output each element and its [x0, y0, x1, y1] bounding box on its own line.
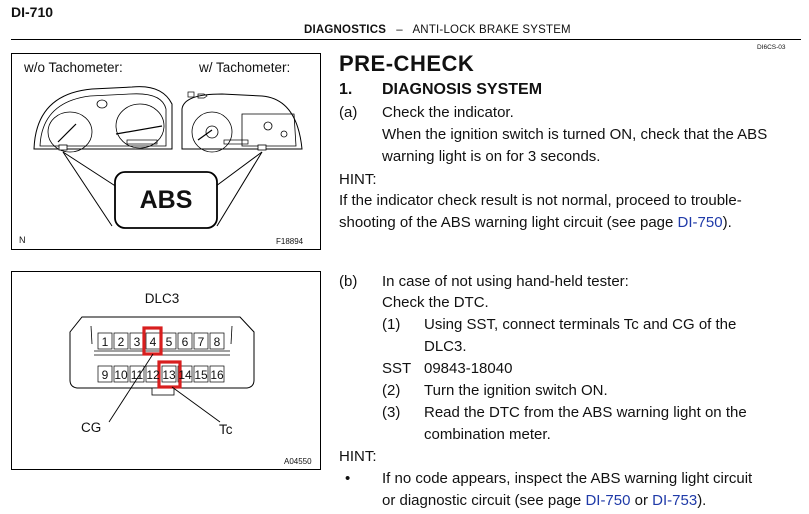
link-di-753[interactable]: DI-753 [652, 492, 698, 509]
step-b-label: (b) [339, 273, 358, 290]
hint1-line1: If the indicator check result is not normal, proceed to trouble- [339, 192, 742, 209]
cluster-drawing [12, 54, 320, 249]
step-a-label: (a) [339, 104, 358, 121]
substep-2-number: (2) [382, 382, 401, 399]
substep-1-line1: Using SST, connect terminals Tc and CG of the [424, 316, 737, 333]
page-title: PRE-CHECK [339, 51, 475, 76]
pin-label: 13 [162, 368, 176, 382]
hint1-line2: shooting of the ABS warning light circuit (see page DI-750). [339, 214, 732, 231]
label-without-tachometer: w/o Tachometer: [24, 60, 123, 75]
header-separator: – [396, 24, 403, 36]
pin-label: 14 [178, 368, 192, 382]
hint2-line1: If no code appears, inspect the ABS warning light circuit [382, 470, 753, 487]
figure-corner-mark: N [19, 235, 26, 245]
header-section: DIAGNOSTICS [304, 24, 387, 36]
hint1-label: HINT: [339, 171, 377, 188]
figure-indicator [11, 53, 321, 250]
substep-3-line1: Read the DTC from the ABS warning light on the [424, 404, 747, 421]
bullet-marker: • [345, 470, 351, 487]
sst-label: SST [382, 360, 412, 377]
sst-value: 09843-18040 [424, 360, 513, 377]
substep-1-line2: DLC3. [424, 338, 467, 355]
pin-label: 2 [117, 335, 125, 349]
pin-label: 1 [101, 335, 109, 349]
header-rule [11, 39, 801, 40]
substep-3-number: (3) [382, 404, 401, 421]
pin-label: 5 [165, 335, 173, 349]
substep-1-number: (1) [382, 316, 401, 333]
section-number: 1. [339, 81, 353, 98]
pin-label: 12 [146, 368, 160, 382]
page-number: DI-710 [11, 4, 54, 20]
label-cg-terminal: CG [81, 420, 102, 435]
pin-label: 15 [194, 368, 208, 382]
pin-label: 7 [197, 335, 205, 349]
pin-label: 3 [133, 335, 141, 349]
dlc3-title: DLC3 [144, 291, 180, 306]
step-a-line1: Check the indicator. [382, 104, 514, 121]
pin-label: 9 [101, 368, 109, 382]
hint2-line2: or diagnostic circuit (see page DI-750 or DI-753). [382, 492, 707, 509]
step-a-line3: warning light is on for 3 seconds. [382, 148, 601, 165]
figure-dlc3 [11, 271, 321, 470]
document-code: DI6CS-03 [757, 44, 786, 51]
figure-id: F18894 [276, 237, 304, 246]
section-title: DIAGNOSIS SYSTEM [382, 81, 543, 98]
pin-label: 8 [213, 335, 221, 349]
step-a-line2: When the ignition switch is turned ON, check that the ABS [382, 126, 768, 143]
link-di-750[interactable]: DI-750 [677, 214, 723, 231]
figure-id: A04550 [284, 457, 312, 466]
substep-3-line2: combination meter. [424, 426, 551, 443]
abs-callout-label: ABS [139, 186, 193, 214]
substep-2-text: Turn the ignition switch ON. [424, 382, 608, 399]
pin-label: 10 [114, 368, 128, 382]
pin-label: 4 [149, 335, 157, 349]
label-tc-terminal: Tc [219, 422, 233, 437]
link-di-750[interactable]: DI-750 [585, 492, 631, 509]
hint2-label: HINT: [339, 448, 377, 465]
step-b-line2: Check the DTC. [382, 294, 489, 311]
label-with-tachometer: w/ Tachometer: [199, 60, 291, 75]
pin-label: 11 [130, 368, 144, 382]
pin-label: 16 [210, 368, 224, 382]
step-b-line1: In case of not using hand-held tester: [382, 273, 629, 290]
header-subsection: ANTI-LOCK BRAKE SYSTEM [412, 24, 571, 36]
page-header [304, 24, 571, 36]
pin-label: 6 [181, 335, 189, 349]
